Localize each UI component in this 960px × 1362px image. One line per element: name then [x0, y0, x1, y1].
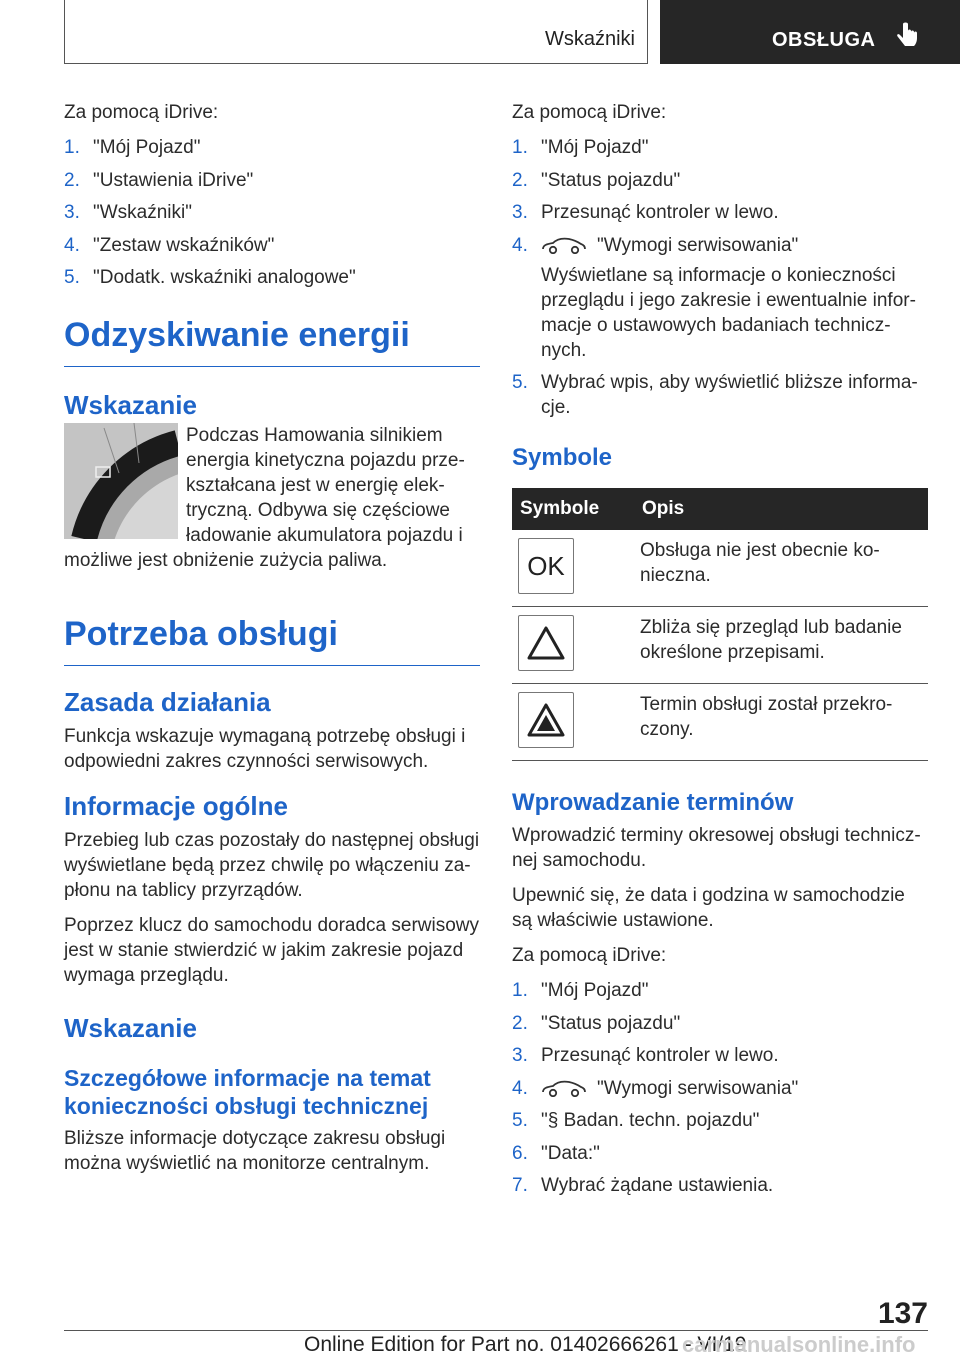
list-item: 1. "Mój Pojazd" [512, 137, 649, 158]
table-row [512, 530, 928, 607]
heading-energy-recovery: Odzyskiwanie energii [64, 314, 480, 367]
list-item: 4. "Zestaw wskaźników" [64, 234, 275, 256]
list-item: 3. "Wskaźniki" [64, 202, 192, 223]
car-service-icon [541, 236, 587, 254]
list-item: 7. Wybrać żądane ustawienia. [512, 1175, 774, 1196]
footer-edition: Online Edition for Part no. 01402666261 - VI/19 [304, 1333, 747, 1356]
desc-cell: Zbliża się przegląd lub badanie określone przepisami. [634, 607, 928, 684]
list-item: 2. "Ustawienia iDrive" [64, 169, 254, 191]
steps-list-2-cont [512, 370, 928, 420]
table-row [512, 607, 928, 684]
step4-detail: Wyświetlane są informacje o konieczności przeglądu i jego zakresie i ewentualnie infor- macje o ustawowych badaniach technicz- nych. [541, 265, 916, 361]
warning-triangle-outline-icon [526, 625, 566, 661]
idrive-intro: Za pomocą iDrive: [64, 102, 219, 123]
list-item: 3. Przesunąć kontroler w lewo. [512, 202, 779, 223]
table-header-symbol: Symbole [512, 488, 634, 530]
watermark: carmanualsonline.info [682, 1332, 916, 1357]
list-item: 4. "Wymogi serwisowania" [512, 234, 799, 256]
list-item: 2. "Status pojazdu" [512, 169, 681, 191]
details-text: Bliższe informacje dotyczące zakresu obsługi można wyświetlić na monitorze centralnym. [64, 1128, 446, 1174]
heading-details: Szczegółowe informacje na temat konieczności obsługi technicznej [64, 1065, 431, 1119]
heading-entering-dates: Wprowadzanie terminów [512, 789, 794, 816]
list-item: 5. "§ Badan. techn. pojazdu" [512, 1110, 760, 1131]
pointing-hand-icon [896, 22, 918, 52]
header-section-box [64, 0, 648, 64]
list-item: 4. "Wymogi serwisowania" [512, 1077, 799, 1099]
symbol-cell [512, 684, 634, 761]
list-item: 5. Wybrać wpis, aby wyświetlić bliższe informa- cje. [512, 372, 918, 418]
list-item: 3. Przesunąć kontroler w lewo. [512, 1045, 779, 1066]
symbols-table [512, 488, 928, 761]
principle-text: Funkcja wskazuje wymaganą potrzebę obsługi i odpowiedni zakres czynności serwisowych. [64, 726, 466, 772]
list-item: 2. "Status pojazdu" [512, 1012, 681, 1034]
warning-triangle-filled-icon [526, 702, 566, 738]
heading-service-need: Potrzeba obsługi [64, 613, 480, 666]
gauge-image [64, 423, 178, 539]
idrive-intro-right-2: Za pomocą iDrive: [512, 945, 667, 966]
list-item: 6. "Data:" [512, 1142, 600, 1164]
general-text-2: Poprzez klucz do samochodu doradca serwisowy jest w stanie stwierdzić w jakim zakresie pojazd wymaga przeglądu. [64, 915, 480, 986]
heading-indication: Wskazanie [64, 390, 197, 420]
steps-list-1 [64, 135, 480, 290]
list-item: 1. "Mój Pojazd" [64, 137, 201, 158]
energy-text: Podczas Hamowania silnikiem energia kinetyczna pojazdu prze- kształcana jest w energię elek- tryczną. Odbywa się częściowe ładowanie akumulatora pojazdu i możliwe jest obniżenie zużycia paliwa. [64, 425, 465, 571]
heading-general: Informacje ogólne [64, 791, 288, 821]
steps-list-3 [512, 978, 928, 1198]
steps-list-2 [512, 135, 928, 258]
page-number: 137 [877, 1297, 928, 1330]
svg-text:OK: OK [527, 551, 565, 581]
table-row [512, 684, 928, 761]
dates-text-1: Wprowadzić terminy okresowej obsługi technicz- nej samochodu. [512, 825, 921, 871]
symbol-cell [512, 530, 634, 607]
left-column [64, 100, 480, 1186]
table-header-desc: Opis [634, 488, 928, 530]
right-column [512, 100, 928, 1206]
heading-indication-2: Wskazanie [64, 1013, 197, 1043]
list-item: 5. "Dodatk. wskaźniki analogowe" [64, 267, 356, 288]
list-item: 1. "Mój Pojazd" [512, 980, 649, 1001]
ok-icon [521, 551, 571, 581]
header-chapter-title: OBSŁUGA [772, 29, 876, 51]
car-service-icon [541, 1079, 587, 1097]
footer-divider [64, 1330, 928, 1331]
general-text-1: Przebieg lub czas pozostały do następnej obsługi wyświetlane będą przez chwilę po włączeniu za- płonu na tablicy przyrządów. [64, 830, 480, 901]
desc-cell: Obsługa nie jest obecnie ko- nieczna. [634, 530, 928, 607]
desc-cell: Termin obsługi został przekro- czony. [634, 684, 928, 761]
energy-section [64, 423, 480, 573]
header-section-title: Wskaźniki [544, 28, 635, 50]
heading-symbols: Symbole [512, 444, 613, 471]
idrive-intro-right: Za pomocą iDrive: [512, 102, 667, 123]
header-chapter-box [660, 0, 960, 64]
symbol-cell [512, 607, 634, 684]
heading-principle: Zasada działania [64, 687, 271, 717]
dates-text-2: Upewnić się, że data i godzina w samochodzie są właściwie ustawione. [512, 885, 905, 931]
